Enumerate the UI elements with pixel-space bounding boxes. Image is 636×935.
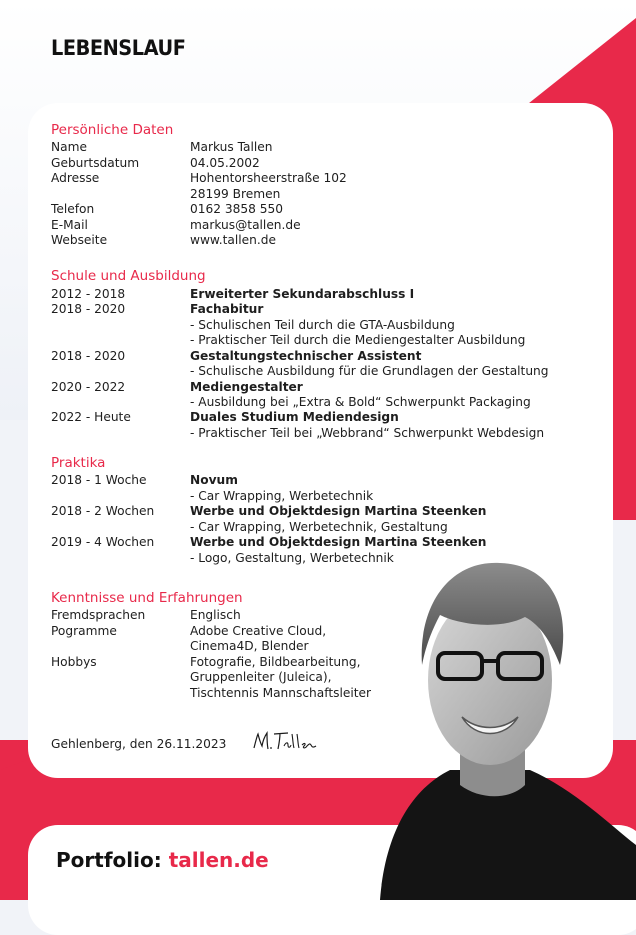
entry-detail: - Logo, Gestaltung, Werbetechnik [190,550,394,565]
row-value: Tischtennis Mannschaftsleiter [190,685,372,700]
section-heading-internships: Praktika [51,455,106,471]
entry-detail: - Schulische Ausbildung für die Grundlagen der Gestaltung [190,364,549,378]
entry-title: Werbe und Objektdesign Martina Steenken [190,504,487,518]
entry-period: 2018 - 2020 [51,302,126,316]
portfolio-label: Portfolio: [56,848,162,872]
row-label: Hobbys [51,654,97,669]
row-value: 04.05.2002 [190,155,260,170]
entry-period: 2018 - 2020 [51,348,126,363]
entry-period: 2018 - 2 Wochen [51,504,155,518]
entry-detail: - Car Wrapping, Werbetechnik [190,488,374,503]
row-label: E-Mail [51,217,88,232]
place-date: Gehlenberg, den 26.11.2023 [51,737,227,751]
entry-detail: - Praktischer Teil bei „Webbrand“ Schwerpunkt Webdesign [190,426,545,440]
entry-title: Novum [190,473,238,487]
email-value[interactable]: markus@tallen.de [190,217,301,232]
section-heading-personal: Persönliche Daten [51,122,174,138]
row-label: Name [51,140,87,154]
entry-detail: - Praktischer Teil durch die Mediengestalter Ausbildung [190,333,526,347]
entry-detail: - Car Wrapping, Werbetechnik, Gestaltung [190,519,448,534]
row-label: Pogramme [51,623,117,638]
row-value: Adobe Creative Cloud, [190,623,327,638]
page-title: LEBENSLAUF [51,36,186,60]
portrait-photo [340,545,636,900]
entry-period: 2020 - 2022 [51,379,126,394]
website-link[interactable]: www.tallen.de [190,233,277,247]
row-label: Fremdsprachen [51,608,146,622]
row-label: Telefon [51,202,95,216]
portfolio-link[interactable]: tallen.de [168,848,269,872]
row-value: 0162 3858 550 [190,202,284,216]
row-value: Hohentorsheerstraße 102 [190,171,347,185]
section-heading-skills: Kenntnisse und Erfahrungen [51,590,243,606]
row-value: Gruppenleiter (Juleica), [190,670,332,684]
row-label: Geburtsdatum [51,155,140,170]
entry-title: Mediengestalter [190,379,303,394]
entry-period: 2022 - Heute [51,410,131,424]
entry-title: Erweiterter Sekundarabschluss I [190,286,415,301]
row-value: 28199 Bremen [190,186,281,201]
row-value: Cinema4D, Blender [190,639,309,653]
row-label: Adresse [51,171,100,185]
entry-detail: - Ausbildung bei „Extra & Bold“ Schwerpunkt Packaging [190,395,531,409]
entry-title: Gestaltungstechnischer Assistent [190,348,422,363]
entry-title: Duales Studium Mediendesign [190,410,399,424]
entry-period: 2012 - 2018 [51,286,126,301]
row-value: Englisch [190,608,241,622]
row-value: Fotografie, Bildbearbeitung, [190,654,361,669]
row-label: Webseite [51,233,108,247]
entry-title: Werbe und Objektdesign Martina Steenken [190,535,487,549]
entry-title: Fachabitur [190,302,264,316]
signature-image [250,728,330,754]
section-heading-education: Schule und Ausbildung [51,268,206,284]
portfolio-line [56,848,269,872]
entry-period: 2018 - 1 Woche [51,473,147,487]
entry-detail: - Schulischen Teil durch die GTA-Ausbildung [190,317,455,332]
entry-period: 2019 - 4 Wochen [51,535,155,549]
row-value: Markus Tallen [190,140,273,154]
